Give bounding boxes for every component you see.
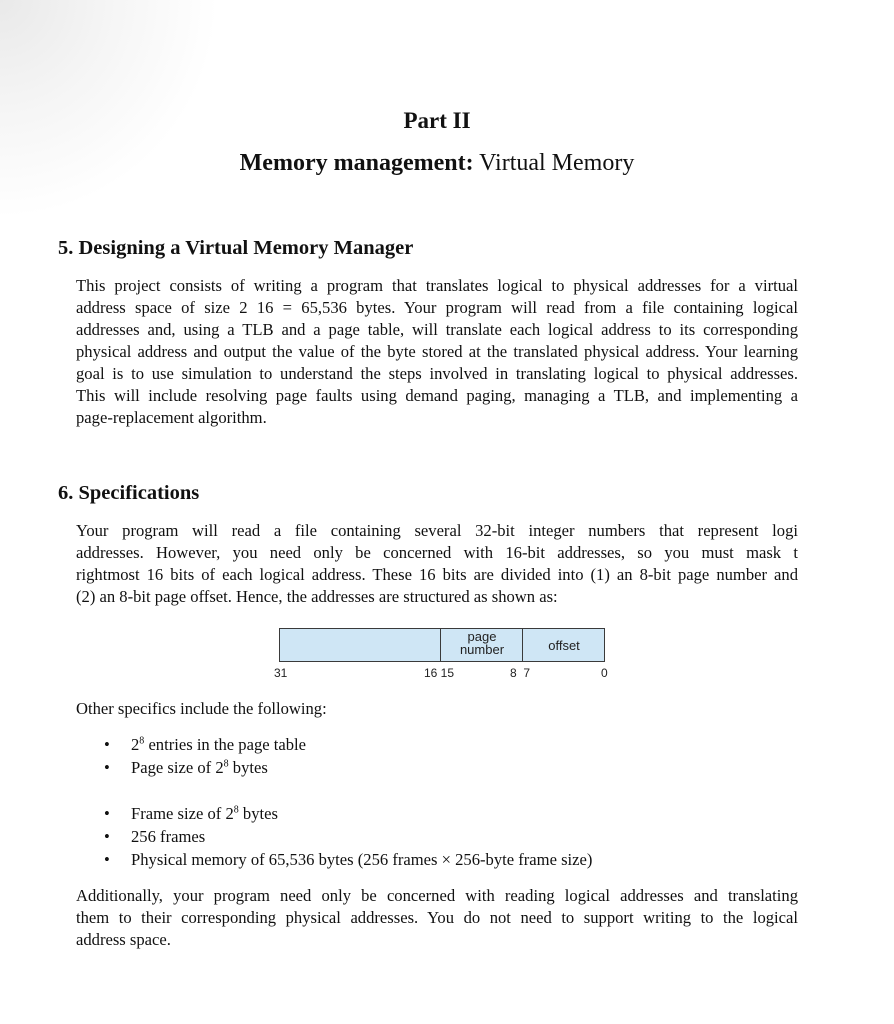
bit-tick-0: 0 [601, 666, 608, 680]
list-item: • Frame size of $2^8$ bytes [104, 804, 278, 823]
paragraph-line: address space of size 2 16 = 65,536 bytes. Your program will read from a file containing logical [76, 298, 798, 317]
paragraph-line: (2) an 8-bit page offset. Hence, the addresses are structured as shown as: [76, 587, 558, 606]
list-item: • Page size of $2^8$ bytes [104, 758, 268, 777]
section-5-paragraph [76, 275, 798, 429]
bullet-icon: • [104, 804, 110, 823]
main-title [0, 150, 874, 177]
paragraph-line: address space. [76, 930, 171, 949]
list-item: • Physical memory of 65,536 bytes (256 frames × 256-byte frame size) [104, 850, 593, 869]
divider-16 [440, 628, 441, 662]
offset-label: offset [548, 638, 580, 653]
list-item: • $2^8$ entries in the page table [104, 735, 307, 754]
page-number-label-line1: page [467, 629, 497, 644]
paragraph-line: Your program will read a file containing several 32-bit integer numbers that represent logi [76, 521, 798, 540]
list-item: • 256 frames [104, 827, 206, 846]
paragraph-line: goal is to use simulation to understand the steps involved in translating logical to physical addresses. [76, 364, 798, 383]
address-structure-diagram [270, 628, 615, 683]
part-title: Part II [403, 108, 471, 133]
bit-tick-16-15: 16 15 [424, 666, 455, 680]
bit-tick-8-7: 8 7 [510, 666, 531, 680]
page-number-label-line2: number [459, 642, 505, 657]
divider-8 [522, 628, 523, 662]
paragraph-line: Additionally, your program need only be concerned with reading logical addresses and translating [76, 886, 798, 905]
bullet-icon: • [104, 827, 110, 846]
closing-paragraph [76, 885, 798, 951]
paragraph-line: addresses. However, you need only be concerned with 16-bit addresses, so you must mask t [76, 543, 798, 562]
paragraph-line: This will include resolving page faults using demand paging, managing a TLB, and implementing a [76, 386, 798, 405]
bullet-icon: • [104, 850, 110, 869]
bullet-icon: • [104, 735, 110, 754]
bit-tick-31: 31 [274, 666, 288, 680]
section-5-heading: 5. Designing a Virtual Memory Manager [58, 237, 414, 259]
other-specifics-intro: Other specifics include the following: [76, 699, 327, 718]
paragraph-line: This project consists of writing a program that translates logical to physical addresses for a virtual [76, 276, 798, 295]
specifics-list-2 [104, 802, 592, 871]
paragraph-line: physical address and output the value of the byte stored at the translated physical address. Your learning [76, 342, 798, 361]
paragraph-line: page-replacement algorithm. [76, 408, 267, 427]
main-title-bold: Memory management: [239, 150, 474, 176]
page-number-label [442, 630, 522, 656]
section-6-heading: 6. Specifications [58, 482, 200, 504]
bullet-icon: • [104, 758, 110, 777]
specifics-list-1 [104, 733, 306, 779]
section-6-paragraph [76, 520, 798, 608]
main-title-rest: Virtual Memory [473, 150, 635, 176]
paragraph-line: them to their corresponding physical addresses. You do not need to support writing to the logical [76, 908, 798, 927]
paragraph-line: addresses and, using a TLB and a page table, will translate each logical address to its corresponding [76, 320, 798, 339]
paragraph-line: rightmost 16 bits of each logical address. These 16 bits are divided into (1) an 8-bit page number and [76, 565, 798, 584]
